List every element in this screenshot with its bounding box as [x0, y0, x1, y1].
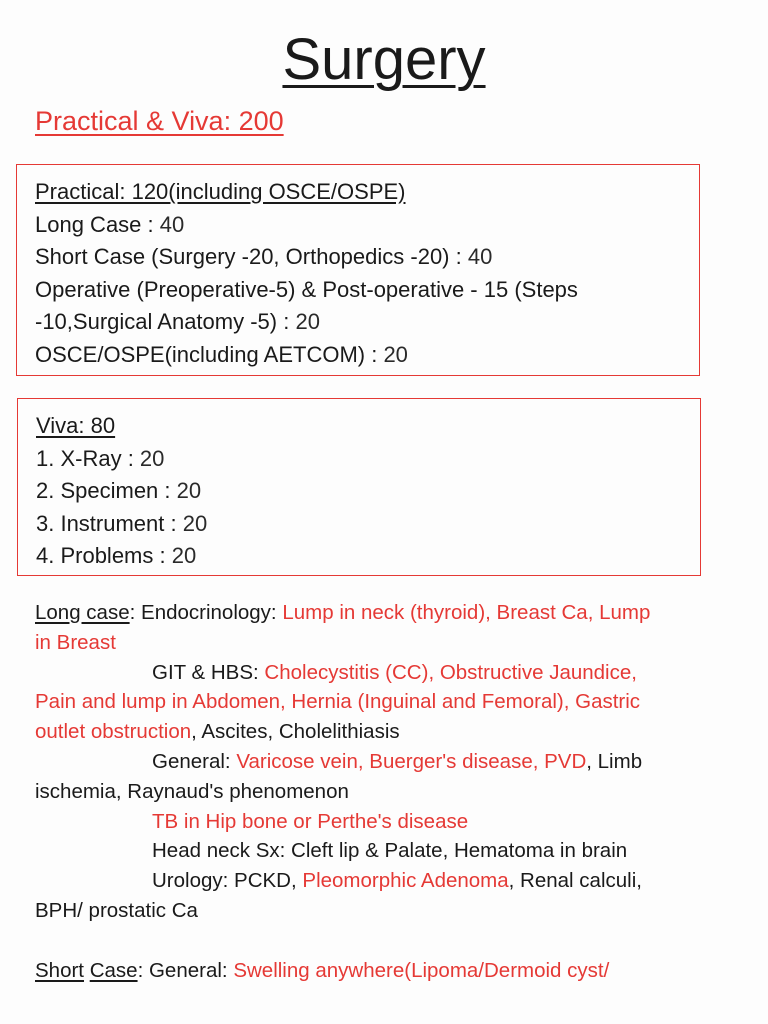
general-topics-red: Varicose vein, Buerger's disease, PVD — [236, 749, 587, 773]
row-value: 20 — [377, 341, 408, 367]
short-label: Short — [35, 958, 84, 982]
head-neck-label: Head neck Sx: — [152, 839, 286, 863]
row-label: OSCE/OSPE(including AETCOM) : — [35, 341, 378, 367]
case-list — [35, 598, 735, 986]
git-hbs-line-3 — [35, 717, 735, 747]
row-value: 40 — [153, 211, 185, 237]
git-hbs-topics-black: , Ascites, Cholelithiasis — [191, 720, 400, 744]
page-title: Surgery — [282, 27, 486, 92]
row-label: 4. Problems : — [36, 543, 166, 568]
viva-heading: Viva: 80 — [36, 413, 116, 438]
practical-box — [16, 164, 700, 376]
viva-row — [36, 475, 700, 508]
practical-row — [35, 339, 699, 372]
short-case-line: Short Case: General: Swelling anywhere(Lipoma/Dermoid cyst/ — [35, 958, 610, 982]
case-label: Case — [89, 958, 138, 982]
viva-row — [36, 540, 700, 573]
general-topics-cont: ischemia, Raynaud's phenomenon — [35, 779, 349, 803]
head-neck-line — [35, 836, 735, 866]
short-general-topics: Swelling anywhere(Lipoma/Dermoid cyst/ — [233, 958, 610, 982]
head-neck-topics: Cleft lip & Palate, Hematoma in brain — [291, 839, 628, 863]
git-hbs-label: GIT & HBS: — [152, 660, 259, 684]
general-topics-black: , Limb — [586, 749, 643, 773]
short-general-label: General: — [148, 958, 228, 982]
spacer — [35, 926, 735, 956]
general-line — [35, 747, 735, 777]
git-hbs-topics-cont: Pain and lump in Abdomen, Hernia (Inguinal and Femoral), Gastric — [35, 690, 641, 714]
endocrinology-topics: Lump in neck (thyroid), Breast Ca, Lump — [282, 601, 651, 624]
urology-line — [35, 866, 735, 896]
long-case-endocrinology: Long case: Endocrinology: Lump in neck (thyroid), Breast Ca, Lump — [35, 601, 651, 624]
row-label: 2. Specimen : — [36, 478, 171, 503]
long-case-label: Long case — [35, 601, 130, 624]
practical-row — [35, 306, 699, 339]
viva-row — [36, 443, 700, 476]
row-value: 20 — [133, 445, 165, 471]
urology-label: Urology: PCKD, — [152, 869, 297, 893]
git-hbs-line — [35, 658, 735, 688]
row-value: 20 — [176, 510, 208, 536]
tb-hip-line: TB in Hip bone or Perthe's disease — [152, 809, 469, 833]
row-value: 20 — [165, 543, 197, 568]
practical-row — [35, 241, 699, 274]
git-hbs-topics: Cholecystitis (CC), Obstructive Jaundice, — [264, 660, 637, 684]
urology-topics-black: , Renal calculi, — [508, 869, 642, 893]
row-value: 20 — [289, 309, 320, 334]
practical-row — [35, 209, 699, 242]
endocrinology-label: Endocrinology: — [141, 601, 277, 624]
urology-topics-cont: BPH/ prostatic Ca — [35, 898, 198, 922]
row-value: 20 — [170, 478, 202, 503]
practical-heading: Practical: 120(including OSCE/OSPE) — [35, 179, 406, 204]
row-label: 3. Instrument : — [36, 510, 177, 536]
practical-row — [35, 274, 699, 307]
general-label: General: — [152, 749, 231, 773]
row-label: Operative (Preoperative-5) & Post-operative - 15 (Steps — [35, 276, 578, 302]
row-label: -10,Surgical Anatomy -5) : — [35, 309, 290, 334]
endocrinology-topics-cont: in Breast — [35, 630, 116, 654]
row-label: 1. X-Ray : — [36, 445, 134, 471]
row-value: 40 — [461, 244, 493, 269]
row-label: Long Case : — [35, 211, 154, 237]
viva-box — [17, 398, 701, 576]
subtitle: Practical & Viva: 200 — [35, 106, 284, 136]
git-hbs-topics-red: outlet obstruction — [35, 720, 192, 744]
row-label: Short Case (Surgery -20, Orthopedics -20) : — [35, 244, 462, 269]
viva-row — [36, 508, 700, 541]
urology-topics-red: Pleomorphic Adenoma — [302, 869, 509, 893]
